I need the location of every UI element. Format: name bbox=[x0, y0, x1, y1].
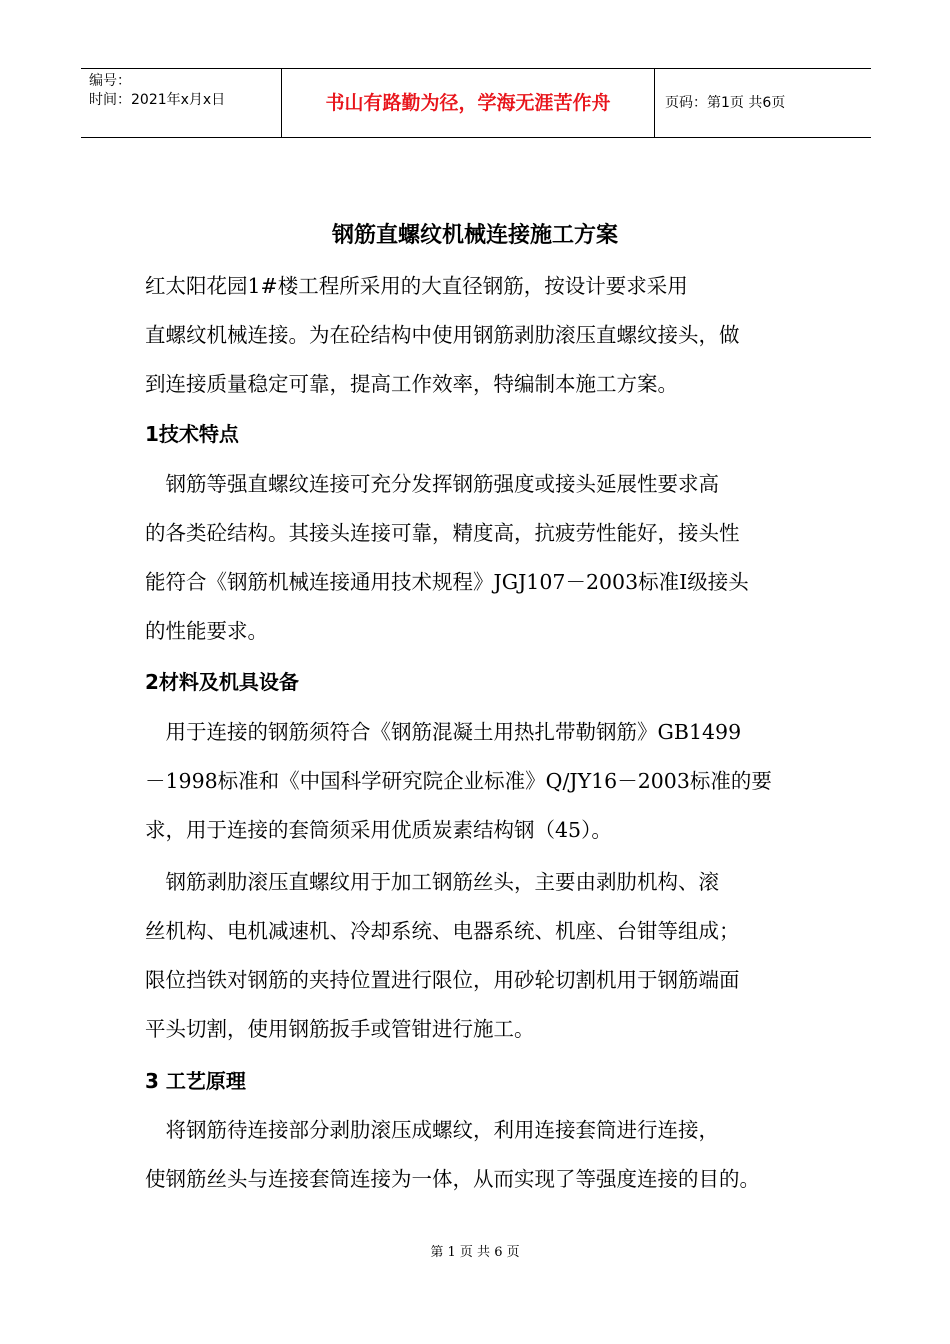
paragraph-line: 丝机构、电机减速机、冷却系统、电器系统、机座、台钳等组成； bbox=[145, 919, 740, 943]
header-page-info: 页码：第1页 共6页 bbox=[665, 95, 786, 111]
section1-paragraph bbox=[145, 460, 810, 656]
section3-paragraph bbox=[145, 1106, 810, 1204]
paragraph-line: 红太阳花园1#楼工程所采用的大直径钢筋，按设计要求采用 bbox=[145, 274, 688, 298]
paragraph-line: 钢筋等强直螺纹连接可充分发挥钢筋强度或接头延展性要求高 bbox=[145, 472, 719, 496]
header-motto: 书山有路勤为径，学海无涯苦作舟 bbox=[282, 69, 655, 137]
paragraph-line: 到连接质量稳定可靠，提高工作效率，特编制本施工方案。 bbox=[145, 372, 678, 396]
paragraph-line: 的各类砼结构。其接头连接可靠，精度高，抗疲劳性能好，接头性 bbox=[145, 521, 740, 545]
paragraph-line: 将钢筋待连接部分剥肋滚压成螺纹，利用连接套筒进行连接， bbox=[145, 1118, 719, 1142]
section-heading-1: 1技术特点 bbox=[145, 422, 239, 446]
doc-number-label: 编号： bbox=[89, 73, 131, 89]
paragraph-line: －1998标准和《中国科学研究院企业标准》Q/JY16－2003标准的要 bbox=[145, 769, 772, 793]
paragraph-line: 使钢筋丝头与连接套筒连接为一体，从而实现了等强度连接的目的。 bbox=[145, 1167, 760, 1191]
paragraph-line: 钢筋剥肋滚压直螺纹用于加工钢筋丝头，主要由剥肋机构、滚 bbox=[145, 870, 719, 894]
page-footer: 第 1 页 共 6 页 bbox=[430, 1245, 520, 1260]
section-heading-3: 3 工艺原理 bbox=[145, 1069, 246, 1093]
page-header bbox=[81, 68, 871, 138]
intro-paragraph bbox=[145, 262, 810, 409]
paragraph-line: 平头切割，使用钢筋扳手或管钳进行施工。 bbox=[145, 1017, 535, 1041]
section2-paragraph-2 bbox=[145, 858, 810, 1054]
header-meta bbox=[81, 69, 282, 137]
section2-paragraph-1 bbox=[145, 708, 810, 855]
paragraph-line: 限位挡铁对钢筋的夹持位置进行限位，用砂轮切割机用于钢筋端面 bbox=[145, 968, 740, 992]
document-title: 钢筋直螺纹机械连接施工方案 bbox=[331, 222, 618, 248]
doc-date: 时间：2021年x月x日 bbox=[89, 92, 226, 108]
paragraph-line: 能符合《钢筋机械连接通用技术规程》JGJ107－2003标准Ⅰ级接头 bbox=[145, 570, 749, 594]
paragraph-line: 求，用于连接的套筒须采用优质炭素结构钢（45）。 bbox=[145, 818, 612, 842]
paragraph-line: 的性能要求。 bbox=[145, 619, 268, 643]
paragraph-line: 直螺纹机械连接。为在砼结构中使用钢筋剥肋滚压直螺纹接头，做 bbox=[145, 323, 740, 347]
paragraph-line: 用于连接的钢筋须符合《钢筋混凝土用热扎带勒钢筋》GB1499 bbox=[145, 720, 742, 744]
section-heading-2: 2材料及机具设备 bbox=[145, 670, 299, 694]
